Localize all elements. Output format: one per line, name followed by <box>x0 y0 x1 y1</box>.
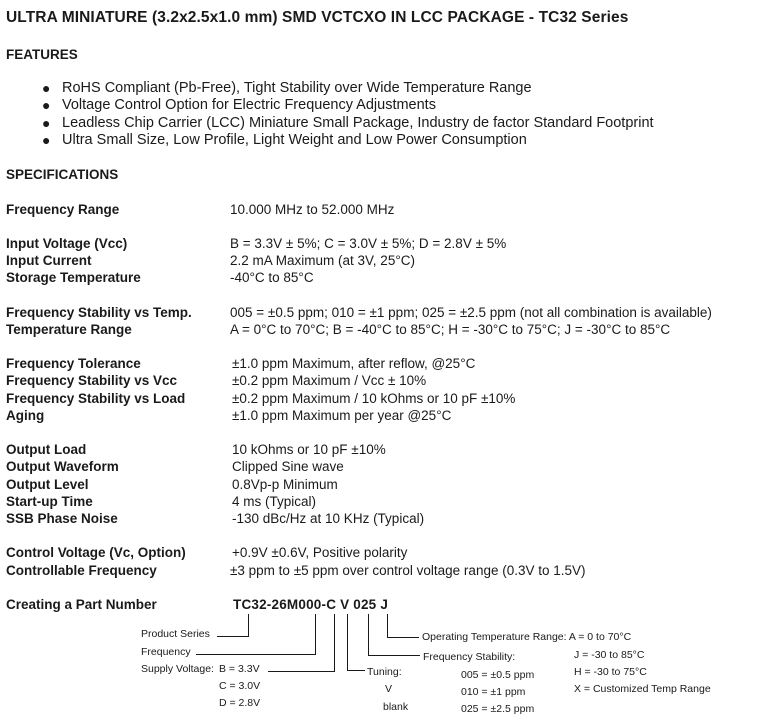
bullet-icon: ● <box>42 115 51 131</box>
leader-line <box>268 671 335 672</box>
spec-value: +0.9V ±0.6V, Positive polarity <box>232 545 408 560</box>
feature-text: Voltage Control Option for Electric Frequency Adjustments <box>62 97 436 113</box>
spec-label: Input Voltage (Vcc) <box>6 236 128 251</box>
temp-h: H = -30 to 75°C <box>574 666 647 678</box>
spec-label: Frequency Stability vs Load <box>6 391 186 406</box>
bullet-icon: ● <box>42 132 51 148</box>
page-title: ULTRA MINIATURE (3.2x2.5x1.0 mm) SMD VCTCXO IN LCC PACKAGE - TC32 Series <box>6 9 629 26</box>
stability-label: Frequency Stability: <box>423 651 516 663</box>
spec-value: A = 0°C to 70°C; B = -40°C to 85°C; H = -30°C to 75°C; J = -30°C to 85°C <box>230 322 671 337</box>
leader-line <box>315 614 316 655</box>
spec-label: Frequency Stability vs Temp. <box>6 305 192 320</box>
spec-value: Clipped Sine wave <box>232 459 344 474</box>
product-series-label: Product Series <box>141 628 210 640</box>
leader-line <box>387 614 388 638</box>
feature-text: RoHS Compliant (Pb-Free), Tight Stability over Wide Temperature Range <box>62 80 532 96</box>
spec-label: Storage Temperature <box>6 270 141 285</box>
part-number-example: TC32-26M000-C V 025 J <box>233 597 389 612</box>
spec-label: Output Load <box>6 442 87 457</box>
stability-005: 005 = ±0.5 ppm <box>461 669 535 681</box>
spec-value: ±1.0 ppm Maximum, after reflow, @25°C <box>232 356 476 371</box>
tuning-blank: blank <box>383 701 409 713</box>
spec-value: 2.2 mA Maximum (at 3V, 25°C) <box>230 253 415 268</box>
spec-label: Output Waveform <box>6 459 119 474</box>
features-heading: FEATURES <box>6 47 78 62</box>
spec-label: Aging <box>6 408 45 423</box>
leader-line <box>368 614 369 656</box>
feature-text: Ultra Small Size, Low Profile, Light Weight and Low Power Consumption <box>62 132 527 148</box>
leader-line <box>217 636 249 637</box>
leader-line <box>368 655 420 656</box>
spec-value: 0.8Vp-p Minimum <box>232 477 338 492</box>
spec-value: 10 kOhms or 10 pF ±10% <box>232 442 386 457</box>
spec-label: Input Current <box>6 253 92 268</box>
bullet-icon: ● <box>42 80 51 96</box>
leader-line <box>334 614 335 672</box>
temp-x: X = Customized Temp Range <box>574 683 711 695</box>
spec-label: Output Level <box>6 477 89 492</box>
frequency-label: Frequency <box>141 646 191 658</box>
bullet-icon: ● <box>42 97 51 113</box>
spec-label: Controllable Frequency <box>6 563 157 578</box>
spec-value: -130 dBc/Hz at 10 KHz (Typical) <box>232 511 425 526</box>
spec-value: 4 ms (Typical) <box>232 494 317 509</box>
spec-label: Frequency Tolerance <box>6 356 141 371</box>
spec-label: Frequency Stability vs Vcc <box>6 373 178 388</box>
spec-label: Control Voltage (Vc, Option) <box>6 545 186 560</box>
stability-010: 010 = ±1 ppm <box>461 686 526 698</box>
spec-value: ±0.2 ppm Maximum / 10 kOhms or 10 pF ±10% <box>232 391 516 406</box>
temp-j: J = -30 to 85°C <box>574 649 645 661</box>
spec-value: 10.000 MHz to 52.000 MHz <box>230 202 395 217</box>
feature-text: Leadless Chip Carrier (LCC) Miniature Small Package, Industry de factor Standard Footprint <box>62 115 654 131</box>
spec-label: Frequency Range <box>6 202 120 217</box>
spec-value: ±1.0 ppm Maximum per year @25°C <box>232 408 452 423</box>
leader-line <box>347 670 365 671</box>
leader-line <box>387 637 419 638</box>
tuning-label: Tuning: <box>367 666 402 678</box>
leader-line <box>196 654 316 655</box>
spec-label: Temperature Range <box>6 322 132 337</box>
spec-value: ±3 ppm to ±5 ppm over control voltage range (0.3V to 1.5V) <box>230 563 586 578</box>
supply-voltage-d: D = 2.8V <box>219 697 261 709</box>
spec-value: 005 = ±0.5 ppm; 010 = ±1 ppm; 025 = ±2.5 ppm (not all combination is available) <box>230 305 712 320</box>
stability-025: 025 = ±2.5 ppm <box>461 703 535 715</box>
supply-voltage-label: Supply Voltage: <box>141 663 214 675</box>
part-number-label: Creating a Part Number <box>6 597 157 612</box>
temp-range-label: Operating Temperature Range: A = 0 to 70°C <box>422 631 632 643</box>
leader-line <box>248 614 249 637</box>
spec-label: SSB Phase Noise <box>6 511 118 526</box>
spec-value: -40°C to 85°C <box>230 270 314 285</box>
supply-voltage-b: B = 3.3V <box>219 663 260 675</box>
supply-voltage-c: C = 3.0V <box>219 680 261 692</box>
spec-value: ±0.2 ppm Maximum / Vcc ± 10% <box>232 373 427 388</box>
tuning-v: V <box>385 683 393 695</box>
spec-label: Start-up Time <box>6 494 93 509</box>
specifications-heading: SPECIFICATIONS <box>6 167 119 182</box>
leader-line <box>347 614 348 671</box>
spec-value: B = 3.3V ± 5%; C = 3.0V ± 5%; D = 2.8V ± 5% <box>230 236 507 251</box>
